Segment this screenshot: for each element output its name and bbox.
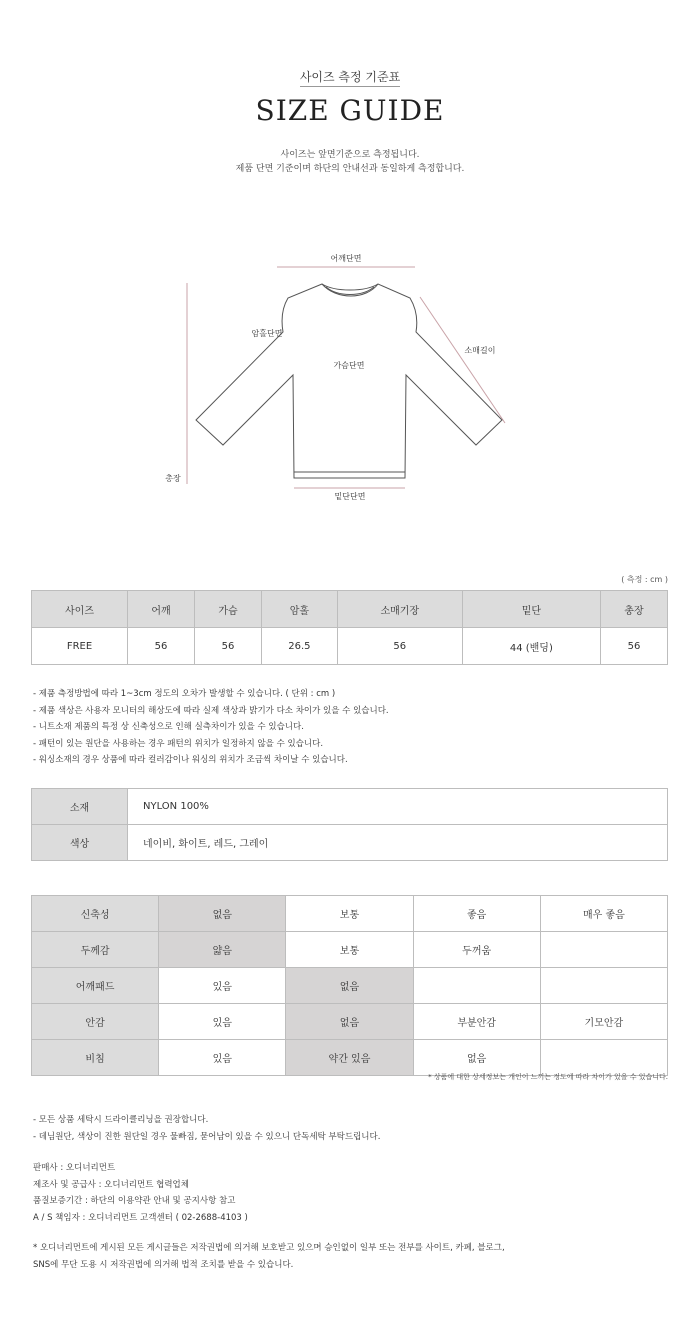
feel-key: 신축성 bbox=[32, 896, 159, 932]
material-key: 소재 bbox=[32, 789, 128, 825]
intro-text bbox=[0, 148, 700, 176]
feel-cell: 없음 bbox=[413, 1040, 540, 1076]
collar bbox=[322, 284, 378, 290]
table-cell: 26.5 bbox=[261, 628, 337, 665]
table-cell: 44 (밴딩) bbox=[462, 628, 600, 665]
feel-cell bbox=[540, 968, 667, 1004]
sleeve-label: 소매길이 bbox=[464, 346, 496, 355]
header-cell: 가슴 bbox=[194, 591, 261, 628]
note-item: - 패턴이 있는 원단을 사용하는 경우 패턴의 위치가 일정하지 않을 수 있습니다. bbox=[33, 738, 324, 749]
chest-label: 가슴단면 bbox=[333, 361, 365, 370]
feel-table bbox=[31, 895, 668, 1076]
feel-cell: 보통 bbox=[286, 896, 413, 932]
feel-cell: 좋음 bbox=[413, 896, 540, 932]
seller-line: A / S 책임자 : 오디너리먼트 고객센터 ( 02-2688-4103 ) bbox=[33, 1212, 248, 1223]
sweater-outline bbox=[196, 284, 502, 478]
feel-cell-selected: 약간 있음 bbox=[286, 1040, 413, 1076]
seller-line: 판매사 : 오디너리먼트 bbox=[33, 1163, 116, 1173]
header-cell: 밑단 bbox=[462, 591, 600, 628]
feel-cell: 매우 좋음 bbox=[540, 896, 667, 932]
feel-cell bbox=[540, 932, 667, 968]
table-row bbox=[32, 968, 668, 1004]
table-cell: 56 bbox=[337, 628, 462, 665]
size-table bbox=[31, 590, 668, 665]
copyright-line: * 오디너리먼트에 게시된 모든 게시글들은 저작권법에 의거해 보호받고 있으며 승인없이 일부 또는 전부를 사이트, 카페, 블로그, bbox=[33, 1243, 505, 1253]
header-cell: 소매기장 bbox=[337, 591, 462, 628]
table-row bbox=[32, 825, 668, 861]
copyright-line: SNS에 무단 도용 시 저작권법에 의거해 법적 조치를 받을 수 있습니다. bbox=[33, 1259, 294, 1270]
armhole-label: 암홀단면 bbox=[251, 329, 283, 338]
intro-line: 사이즈는 앞면기준으로 측정됩니다. bbox=[280, 150, 420, 160]
table-row bbox=[32, 628, 668, 665]
table-row bbox=[32, 1040, 668, 1076]
care-item: - 모든 상품 세탁시 드라이클리닝을 권장합니다. bbox=[33, 1115, 209, 1125]
unit-label: ( 측정 : cm ) bbox=[621, 575, 668, 584]
table-cell: 56 bbox=[600, 628, 667, 665]
measurement-notes bbox=[33, 686, 389, 769]
header-cell: 암홀 bbox=[261, 591, 337, 628]
care-item: - 데님원단, 색상이 진한 원단일 경우 물빠짐, 묻어남이 있을 수 있으니 단독세탁 부탁드립니다. bbox=[33, 1131, 381, 1142]
seller-line: 품질보증기간 : 하단의 이용약관 안내 및 공지사항 참고 bbox=[33, 1196, 236, 1206]
feel-cell: 보통 bbox=[286, 932, 413, 968]
seller-line: 제조사 및 공급사 : 오디너리먼트 협력업체 bbox=[33, 1179, 189, 1190]
table-row bbox=[32, 896, 668, 932]
care-notes bbox=[33, 1112, 380, 1145]
page-title: SIZE GUIDE bbox=[255, 94, 445, 127]
feel-key: 비침 bbox=[32, 1040, 159, 1076]
feel-cell: 있음 bbox=[159, 968, 286, 1004]
page-subtitle: 사이즈 측정 기준표 bbox=[0, 68, 700, 85]
feel-key: 어깨패드 bbox=[32, 968, 159, 1004]
feel-cell: 두꺼움 bbox=[413, 932, 540, 968]
seller-info bbox=[33, 1160, 248, 1226]
table-cell: 56 bbox=[194, 628, 261, 665]
note-item: - 제품 측정방법에 따라 1~3cm 정도의 오차가 발생할 수 있습니다. ( 단위 : cm ) bbox=[33, 689, 336, 699]
feel-cell bbox=[413, 968, 540, 1004]
material-table bbox=[31, 788, 668, 861]
feel-cell-selected: 없음 bbox=[286, 1004, 413, 1040]
feel-key: 안감 bbox=[32, 1004, 159, 1040]
sweater-diagram bbox=[0, 240, 700, 515]
length-label: 총장 bbox=[165, 474, 181, 483]
feel-cell-selected: 없음 bbox=[159, 896, 286, 932]
feel-cell: 있음 bbox=[159, 1004, 286, 1040]
table-row bbox=[32, 789, 668, 825]
feel-key: 두께감 bbox=[32, 932, 159, 968]
intro-line: 제품 단면 기준이며 하단의 안내선과 동일하게 측정합니다. bbox=[235, 164, 465, 174]
feel-cell bbox=[540, 1040, 667, 1076]
table-row bbox=[32, 932, 668, 968]
table-cell: 56 bbox=[127, 628, 194, 665]
shoulder-label: 어깨단면 bbox=[330, 254, 362, 263]
color-value: 네이비, 화이트, 레드, 그레이 bbox=[128, 825, 668, 861]
size-table-header bbox=[32, 591, 668, 628]
header-cell: 사이즈 bbox=[32, 591, 128, 628]
feel-footnote: * 상품에 대한 상세정보는 개인이 느끼는 정도에 따라 차이가 있을 수 있습니다. bbox=[428, 1073, 668, 1081]
table-row bbox=[32, 1004, 668, 1040]
color-key: 색상 bbox=[32, 825, 128, 861]
material-value: NYLON 100% bbox=[128, 789, 668, 825]
header-cell: 어깨 bbox=[127, 591, 194, 628]
header-cell: 총장 bbox=[600, 591, 667, 628]
sweater-body bbox=[196, 284, 502, 478]
feel-cell: 있음 bbox=[159, 1040, 286, 1076]
feel-cell: 부분안감 bbox=[413, 1004, 540, 1040]
note-item: - 니트소재 제품의 특정 상 신축성으로 인해 실측차이가 있을 수 있습니다. bbox=[33, 722, 304, 732]
feel-cell-selected: 없음 bbox=[286, 968, 413, 1004]
note-item: - 제품 색상은 사용자 모니터의 해상도에 따라 실제 색상과 밝기가 다소 차이가 있을 수 있습니다. bbox=[33, 705, 389, 716]
copyright-notice bbox=[33, 1240, 505, 1273]
feel-cell-selected: 얇음 bbox=[159, 932, 286, 968]
table-cell: FREE bbox=[32, 628, 128, 665]
feel-cell: 기모안감 bbox=[540, 1004, 667, 1040]
note-item: - 워싱소재의 경우 상품에 따라 컬러감이나 워싱의 위치가 조금씩 차이날 수 있습니다. bbox=[33, 755, 348, 765]
hem-label: 밑단단면 bbox=[334, 492, 366, 501]
